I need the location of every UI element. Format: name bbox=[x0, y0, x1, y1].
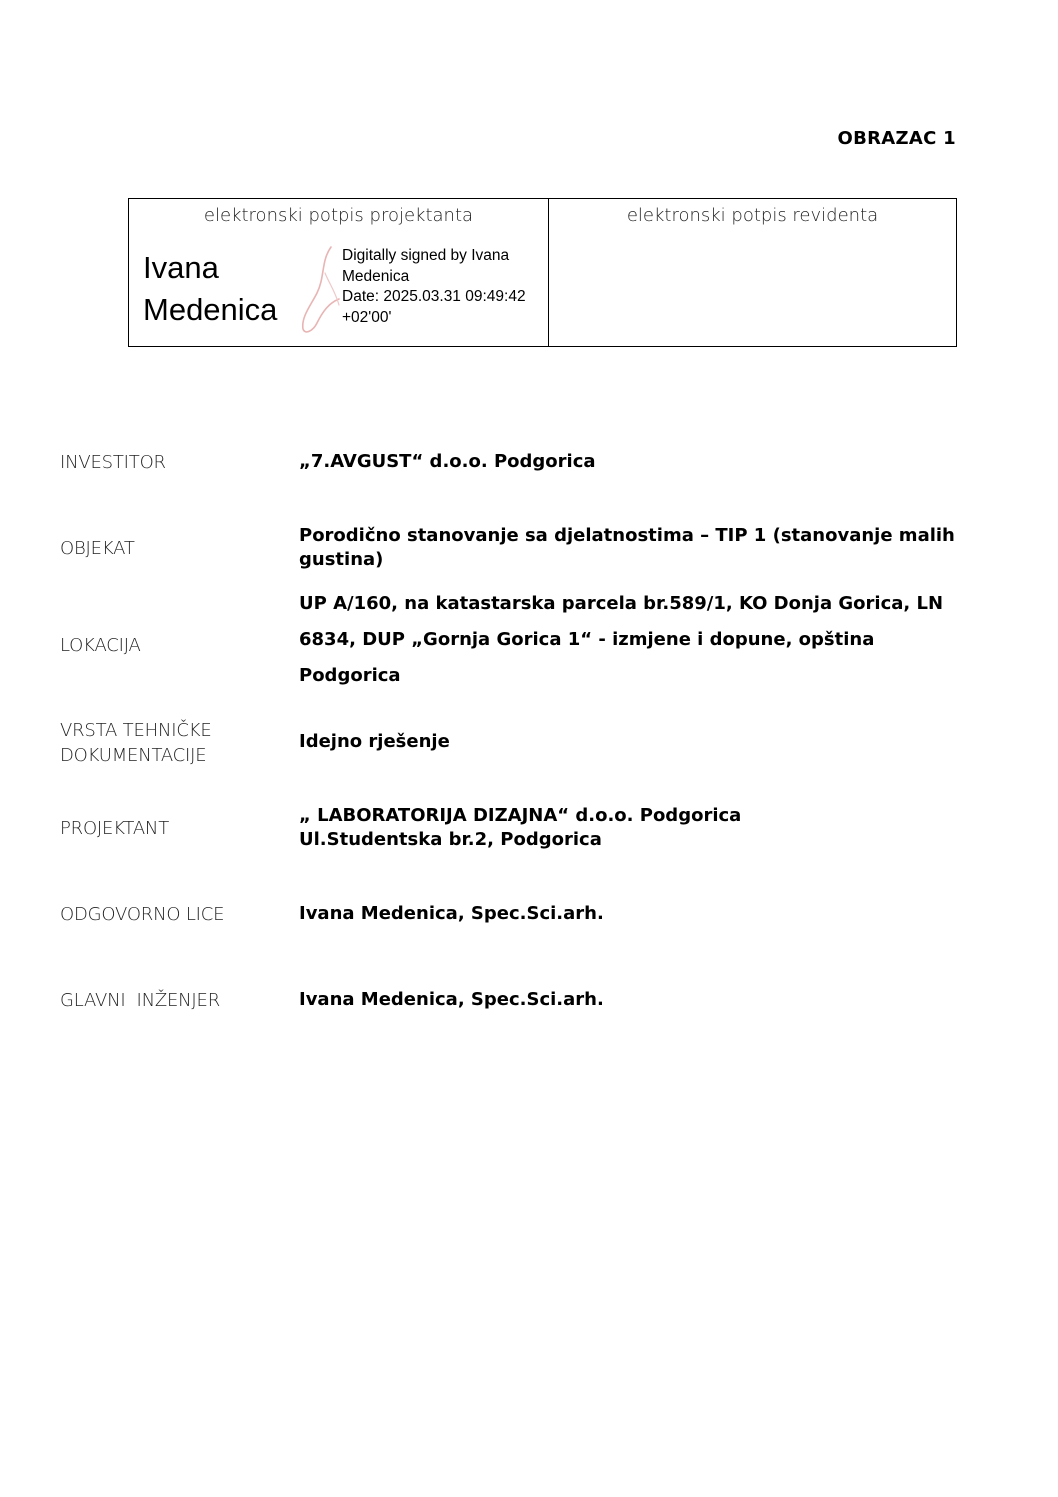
glavni-inzenjer-value: Ivana Medenica, Spec.Sci.arh. bbox=[299, 989, 604, 1010]
odgovorno-lice-value: Ivana Medenica, Spec.Sci.arh. bbox=[299, 903, 604, 924]
designer-signature-cell bbox=[129, 199, 549, 346]
reviewer-signature-header: elektronski potpis revidenta bbox=[626, 205, 879, 226]
signature-details bbox=[342, 246, 526, 328]
signature-table bbox=[128, 198, 957, 347]
objekat-label: OBJEKAT bbox=[60, 538, 135, 559]
investitor-value: „7.AVGUST“ d.o.o. Podgorica bbox=[299, 451, 596, 472]
vrsta-label-line: VRSTA TEHNIČKE bbox=[60, 720, 212, 741]
investitor-label: INVESTITOR bbox=[60, 452, 166, 473]
lokacija-value-line: UP A/160, na katastarska parcela br.589/1, KO Donja Gorica, LN bbox=[299, 593, 944, 614]
vrsta-label bbox=[60, 718, 212, 768]
signer-name-first: Ivana bbox=[143, 250, 219, 285]
projektant-label: PROJEKTANT bbox=[60, 818, 169, 839]
odgovorno-lice-label: ODGOVORNO LICE bbox=[60, 904, 225, 925]
signer-name bbox=[143, 247, 277, 331]
objekat-value-line: Porodično stanovanje sa djelatnostima – TIP 1 (stanovanje malih bbox=[299, 525, 955, 546]
objekat-value bbox=[299, 524, 955, 572]
signature-detail-line: Medenica bbox=[342, 267, 410, 285]
projektant-value-line: „ LABORATORIJA DIZAJNA“ d.o.o. Podgorica bbox=[299, 805, 742, 826]
lokacija-value-line: 6834, DUP „Gornja Gorica 1“ - izmjene i dopune, opština bbox=[299, 629, 875, 650]
lokacija-label: LOKACIJA bbox=[60, 635, 141, 656]
vrsta-value: Idejno rješenje bbox=[299, 731, 450, 752]
designer-signature-header: elektronski potpis projektanta bbox=[203, 205, 474, 226]
signature-detail-line: Date: 2025.03.31 09:49:42 bbox=[342, 288, 526, 305]
glavni-inzenjer-label: GLAVNI INŽENJER bbox=[60, 990, 221, 1011]
signer-name-last: Medenica bbox=[143, 292, 278, 327]
form-number: OBRAZAC 1 bbox=[837, 128, 956, 149]
projektant-value bbox=[299, 804, 919, 852]
objekat-value-line: gustina) bbox=[299, 549, 384, 570]
lokacija-value bbox=[299, 586, 944, 694]
digital-signature-mark-icon bbox=[295, 243, 343, 337]
vrsta-label-line: DOKUMENTACIJE bbox=[60, 745, 207, 766]
reviewer-signature-cell bbox=[549, 199, 956, 346]
lokacija-value-line: Podgorica bbox=[299, 665, 401, 686]
signature-detail-line: +02'00' bbox=[342, 308, 392, 326]
projektant-value-line: Ul.Studentska br.2, Podgorica bbox=[299, 829, 602, 850]
signature-detail-line: Digitally signed by Ivana bbox=[342, 247, 510, 264]
